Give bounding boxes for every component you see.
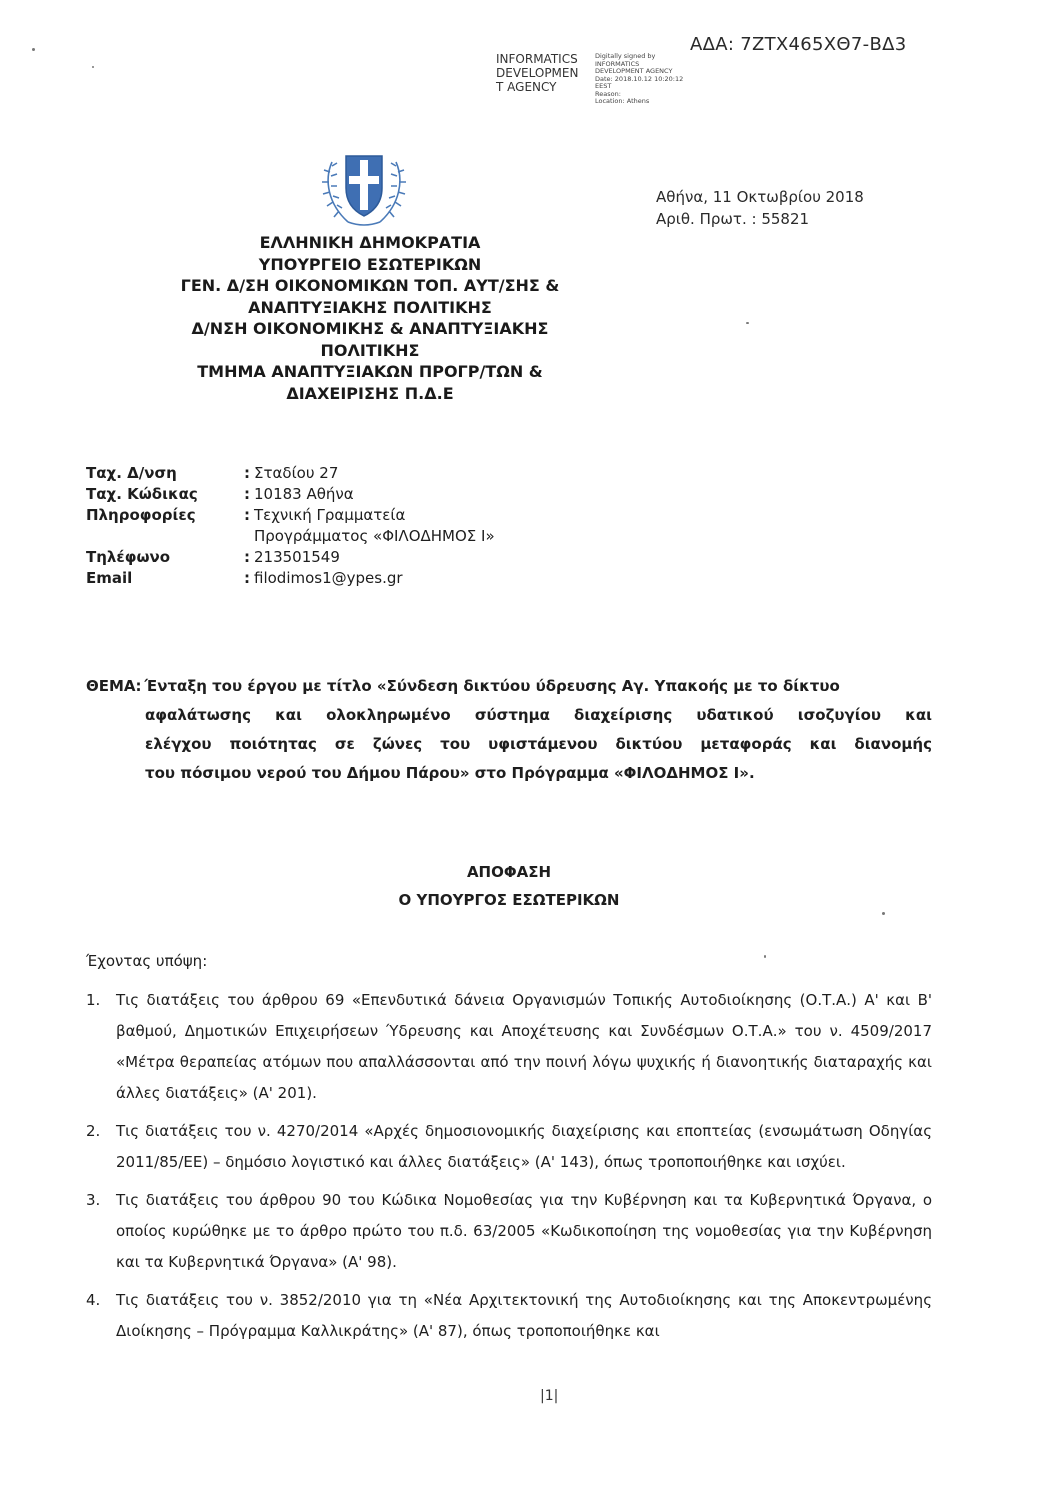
signature-detail-line: Location: Athens [595,97,650,105]
signature-detail-line: INFORMATICS [595,59,640,68]
scan-speck [882,912,885,915]
decision-title: ΑΠΟΦΑΣΗ [466,863,552,881]
item-number: 2. [86,1122,101,1140]
signature-org-line: DEVELOPMEN [496,66,579,80]
list-item [86,985,932,1109]
info-value-continued: Προγράμματος «ΦΙΛΟΔΗΜΟΣ Ι» [254,527,495,545]
list-item [86,1185,932,1278]
contact-row-info [86,505,495,526]
digital-signature [496,52,725,106]
phone-value: 213501549 [254,548,340,566]
phone-label: Τηλέφωνο [86,548,171,566]
decision-heading [86,858,932,914]
colon: : [244,569,250,587]
item-text: Τις διατάξεις του άρθρου 69 «Επενδυτικά δάνεια Οργανισμών Τοπικής Αυτοδιοίκησης (Ο.Τ.Α.) Α' και Β' βαθμού, Δημοτικών Επιχειρήσεων Ύδρευσης και Αποχέτευσης και Συνδέσμων Ο.Τ.Α.» του ν. 4509/2017 «Μέτρα θεραπείας ατόμων που απαλλάσσονται από την ποινή λόγω ψυχικής ή διανοητικής διαταραχής και άλλες διατάξεις» (Α' 201). [116,991,932,1102]
info-label: Πληροφορίες [86,506,196,524]
contact-row-postal [86,484,495,505]
org-line: ΕΛΛΗΝΙΚΗ ΔΗΜΟΚΡΑΤΙΑ [259,233,481,252]
org-line: ΔΙΑΧΕΙΡΙΣΗΣ Π.Δ.Ε [286,383,454,403]
contact-details [86,463,495,589]
subject-line: Ένταξη του έργου με τίτλο «Σύνδεση δικτύου ύδρευσης Αγ. Υπακοής με το δίκτυο [144,677,840,695]
org-line: ΥΠΟΥΡΓΕΙΟ ΕΣΩΤΕΡΙΚΩΝ [258,254,482,274]
signature-detail-line: Reason: [595,89,621,98]
org-line: ΑΝΑΠΤΥΞΙΑΚΗΣ ΠΟΛΙΤΙΚΗΣ [248,297,492,317]
org-line: ΤΜΗΜΑ ΑΝΑΠΤΥΞΙΑΚΩΝ ΠΡΟΓΡ/ΤΩΝ & [197,362,543,381]
contact-row-email [86,568,495,589]
postal-label: Ταχ. Κώδικας [86,485,198,503]
subject-line: του πόσιμου νερού του Δήμου Πάρου» στο Πρόγραμμα «ΦΙΛΟΔΗΜΟΣ Ι». [145,764,755,782]
considerations-list [86,985,932,1354]
greek-coat-of-arms-icon [318,142,410,232]
scan-speck [32,48,35,51]
info-value: Τεχνική Γραμματεία [254,506,406,524]
contact-row-address [86,463,495,484]
colon: : [244,506,250,524]
signature-detail-line: DEVELOPMENT AGENCY [595,67,673,75]
item-text: Τις διατάξεις του ν. 3852/2010 για τη «Νέα Αρχιτεκτονική της Αυτοδιοίκησης και της Αποκεντρωμένης Διοίκησης – Πρόγραμμα Καλλικράτης» (Α' 87), όπως τροποποιήθηκε και [116,1291,932,1340]
signature-detail-line: Digitally signed by [595,52,656,60]
date-protocol-block [656,186,864,230]
subject-line: ελέγχου ποιότητας σε ζώνες του υφιστάμενου δικτύου μεταφοράς και διανομής [145,735,932,753]
org-line: ΓΕΝ. Δ/ΣΗ ΟΙΚΟΝΟΜΙΚΩΝ ΤΟΠ. ΑΥΤ/ΣΗΣ & [180,276,560,295]
signature-details [595,52,725,106]
item-number: 1. [86,991,101,1009]
scan-speck [746,322,749,324]
protocol-number: Αριθ. Πρωτ. : 55821 [656,210,810,228]
subject-label: ΘΕΜΑ: [86,677,142,695]
considering-intro: Έχοντας υπόψη: [86,952,208,970]
colon: : [244,548,250,566]
subject-first-line [86,672,932,701]
subject-line: αφαλάτωσης και ολοκληρωμένο σύστημα διαχείρισης υδατικού ισοζυγίου και [145,706,932,724]
minister-title: Ο ΥΠΟΥΡΓΟΣ ΕΣΩΤΕΡΙΚΩΝ [398,891,620,909]
date-line: Αθήνα, 11 Οκτωβρίου 2018 [656,188,864,206]
item-number: 3. [86,1191,101,1209]
postal-value: 10183 Αθήνα [254,485,354,503]
scan-speck [764,955,766,958]
signature-detail-line: EEST [595,82,612,90]
org-line: Δ/ΝΣΗ ΟΙΚΟΝΟΜΙΚΗΣ & ΑΝΑΠΤΥΞΙΑΚΗΣ [191,319,549,338]
email-label: Email [86,569,133,587]
signature-org-line: INFORMATICS [496,52,578,66]
contact-row-phone [86,547,495,568]
list-item [86,1285,932,1347]
address-label: Ταχ. Δ/νση [86,464,177,482]
item-number: 4. [86,1291,101,1309]
colon: : [244,485,250,503]
subject-block [86,672,932,788]
issuing-authority [80,232,660,404]
scan-speck [92,66,94,68]
signature-org [496,52,592,106]
signature-org-line: T AGENCY [496,80,557,94]
org-line: ΠΟΛΙΤΙΚΗΣ [320,340,420,360]
list-item [86,1116,932,1178]
page-number: |1| [540,1388,559,1404]
email-value: filodimos1@ypes.gr [254,569,403,587]
item-text: Τις διατάξεις του άρθρου 90 του Κώδικα Νομοθεσίας για την Κυβέρνηση και τα Κυβερνητικά Όργανα, ο οποίος κυρώθηκε με το άρθρο πρώτο του π.δ. 63/2005 «Κωδικοποίηση της νομοθεσίας για την Κυβέρνηση και τα Κυβερνητικά Όργανα» (Α' 98). [116,1191,932,1271]
signature-detail-line: Date: 2018.10.12 10:20:12 [595,74,684,83]
address-value: Σταδίου 27 [254,464,339,482]
colon: : [244,464,250,482]
item-text: Τις διατάξεις του ν. 4270/2014 «Αρχές δημοσιονομικής διαχείρισης και εποπτείας (ενσωμάτωση Οδηγίας 2011/85/ΕΕ) – δημόσιο λογιστικό και άλλες διατάξεις» (Α' 143), όπως τροποποιήθηκε και ισχύει. [116,1122,932,1171]
ada-code: ΑΔΑ: 7ΖΤΧ465ΧΘ7-ΒΔ3 [690,34,907,55]
